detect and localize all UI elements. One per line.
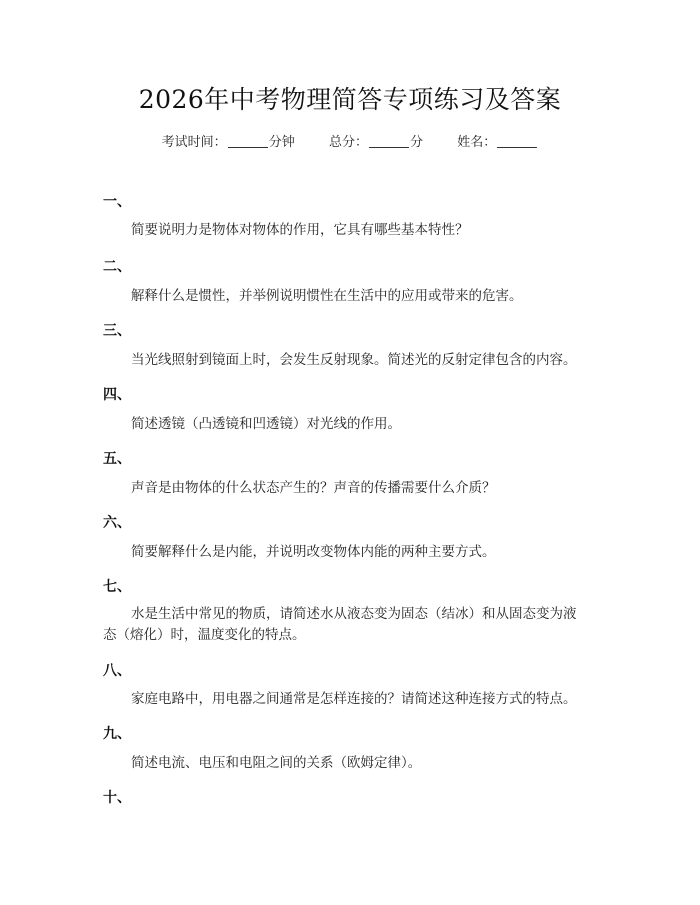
- name-blank: [497, 135, 537, 148]
- question-number-5: 五、: [103, 451, 131, 467]
- question-number-10: 十、: [103, 790, 131, 806]
- total-score-field: [329, 131, 423, 150]
- total-score-unit: 分: [410, 135, 424, 150]
- question-number-4: 四、: [103, 387, 131, 403]
- total-score-label: 总分：: [328, 135, 368, 150]
- question-number-9: 九、: [103, 726, 131, 742]
- exam-time-blank: [228, 135, 268, 148]
- question-text-3: 当光线照射到镜面上时，会发生反射现象。简述光的反射定律包含的内容。: [131, 352, 577, 368]
- question-text-4: 简述透镜（凸透镜和凹透镜）对光线的作用。: [131, 416, 401, 432]
- question-number-3: 三、: [103, 323, 131, 339]
- total-score-blank: [369, 135, 409, 148]
- document-title: 2026年中考物理简答专项练习及答案: [138, 85, 562, 114]
- question-number-7: 七、: [103, 579, 131, 595]
- question-text-1: 简要说明力是物体对物体的作用，它具有哪些基本特性？: [131, 222, 469, 238]
- exam-meta-line: [0, 131, 700, 150]
- question-text-9: 简述电流、电压和电阻之间的关系（欧姆定律）。: [131, 755, 422, 771]
- exam-time-unit: 分钟: [268, 135, 295, 150]
- question-number-6: 六、: [103, 515, 131, 531]
- name-field: [457, 131, 538, 150]
- question-text-8: 家庭电路中，用电器之间通常是怎样连接的？请简述这种连接方式的特点。: [131, 691, 577, 707]
- question-text-6: 简要解释什么是内能，并说明改变物体内能的两种主要方式。: [131, 544, 496, 560]
- question-text-7: 水是生活中常见的物质，请简述水从液态变为固态（结冰）和从固态变为液态（熔化）时，温度变化的特点。: [103, 606, 577, 643]
- question-text-5: 声音是由物体的什么状态产生的？声音的传播需要什么介质？: [131, 480, 496, 496]
- exam-time-label: 考试时间：: [161, 135, 227, 150]
- name-label: 姓名：: [457, 135, 497, 150]
- question-number-8: 八、: [103, 663, 131, 679]
- question-number-2: 二、: [103, 259, 131, 275]
- question-text-2: 解释什么是惯性，并举例说明惯性在生活中的应用或带来的危害。: [131, 288, 523, 304]
- question-number-1: 一、: [103, 194, 131, 210]
- exam-time-field: [162, 131, 295, 150]
